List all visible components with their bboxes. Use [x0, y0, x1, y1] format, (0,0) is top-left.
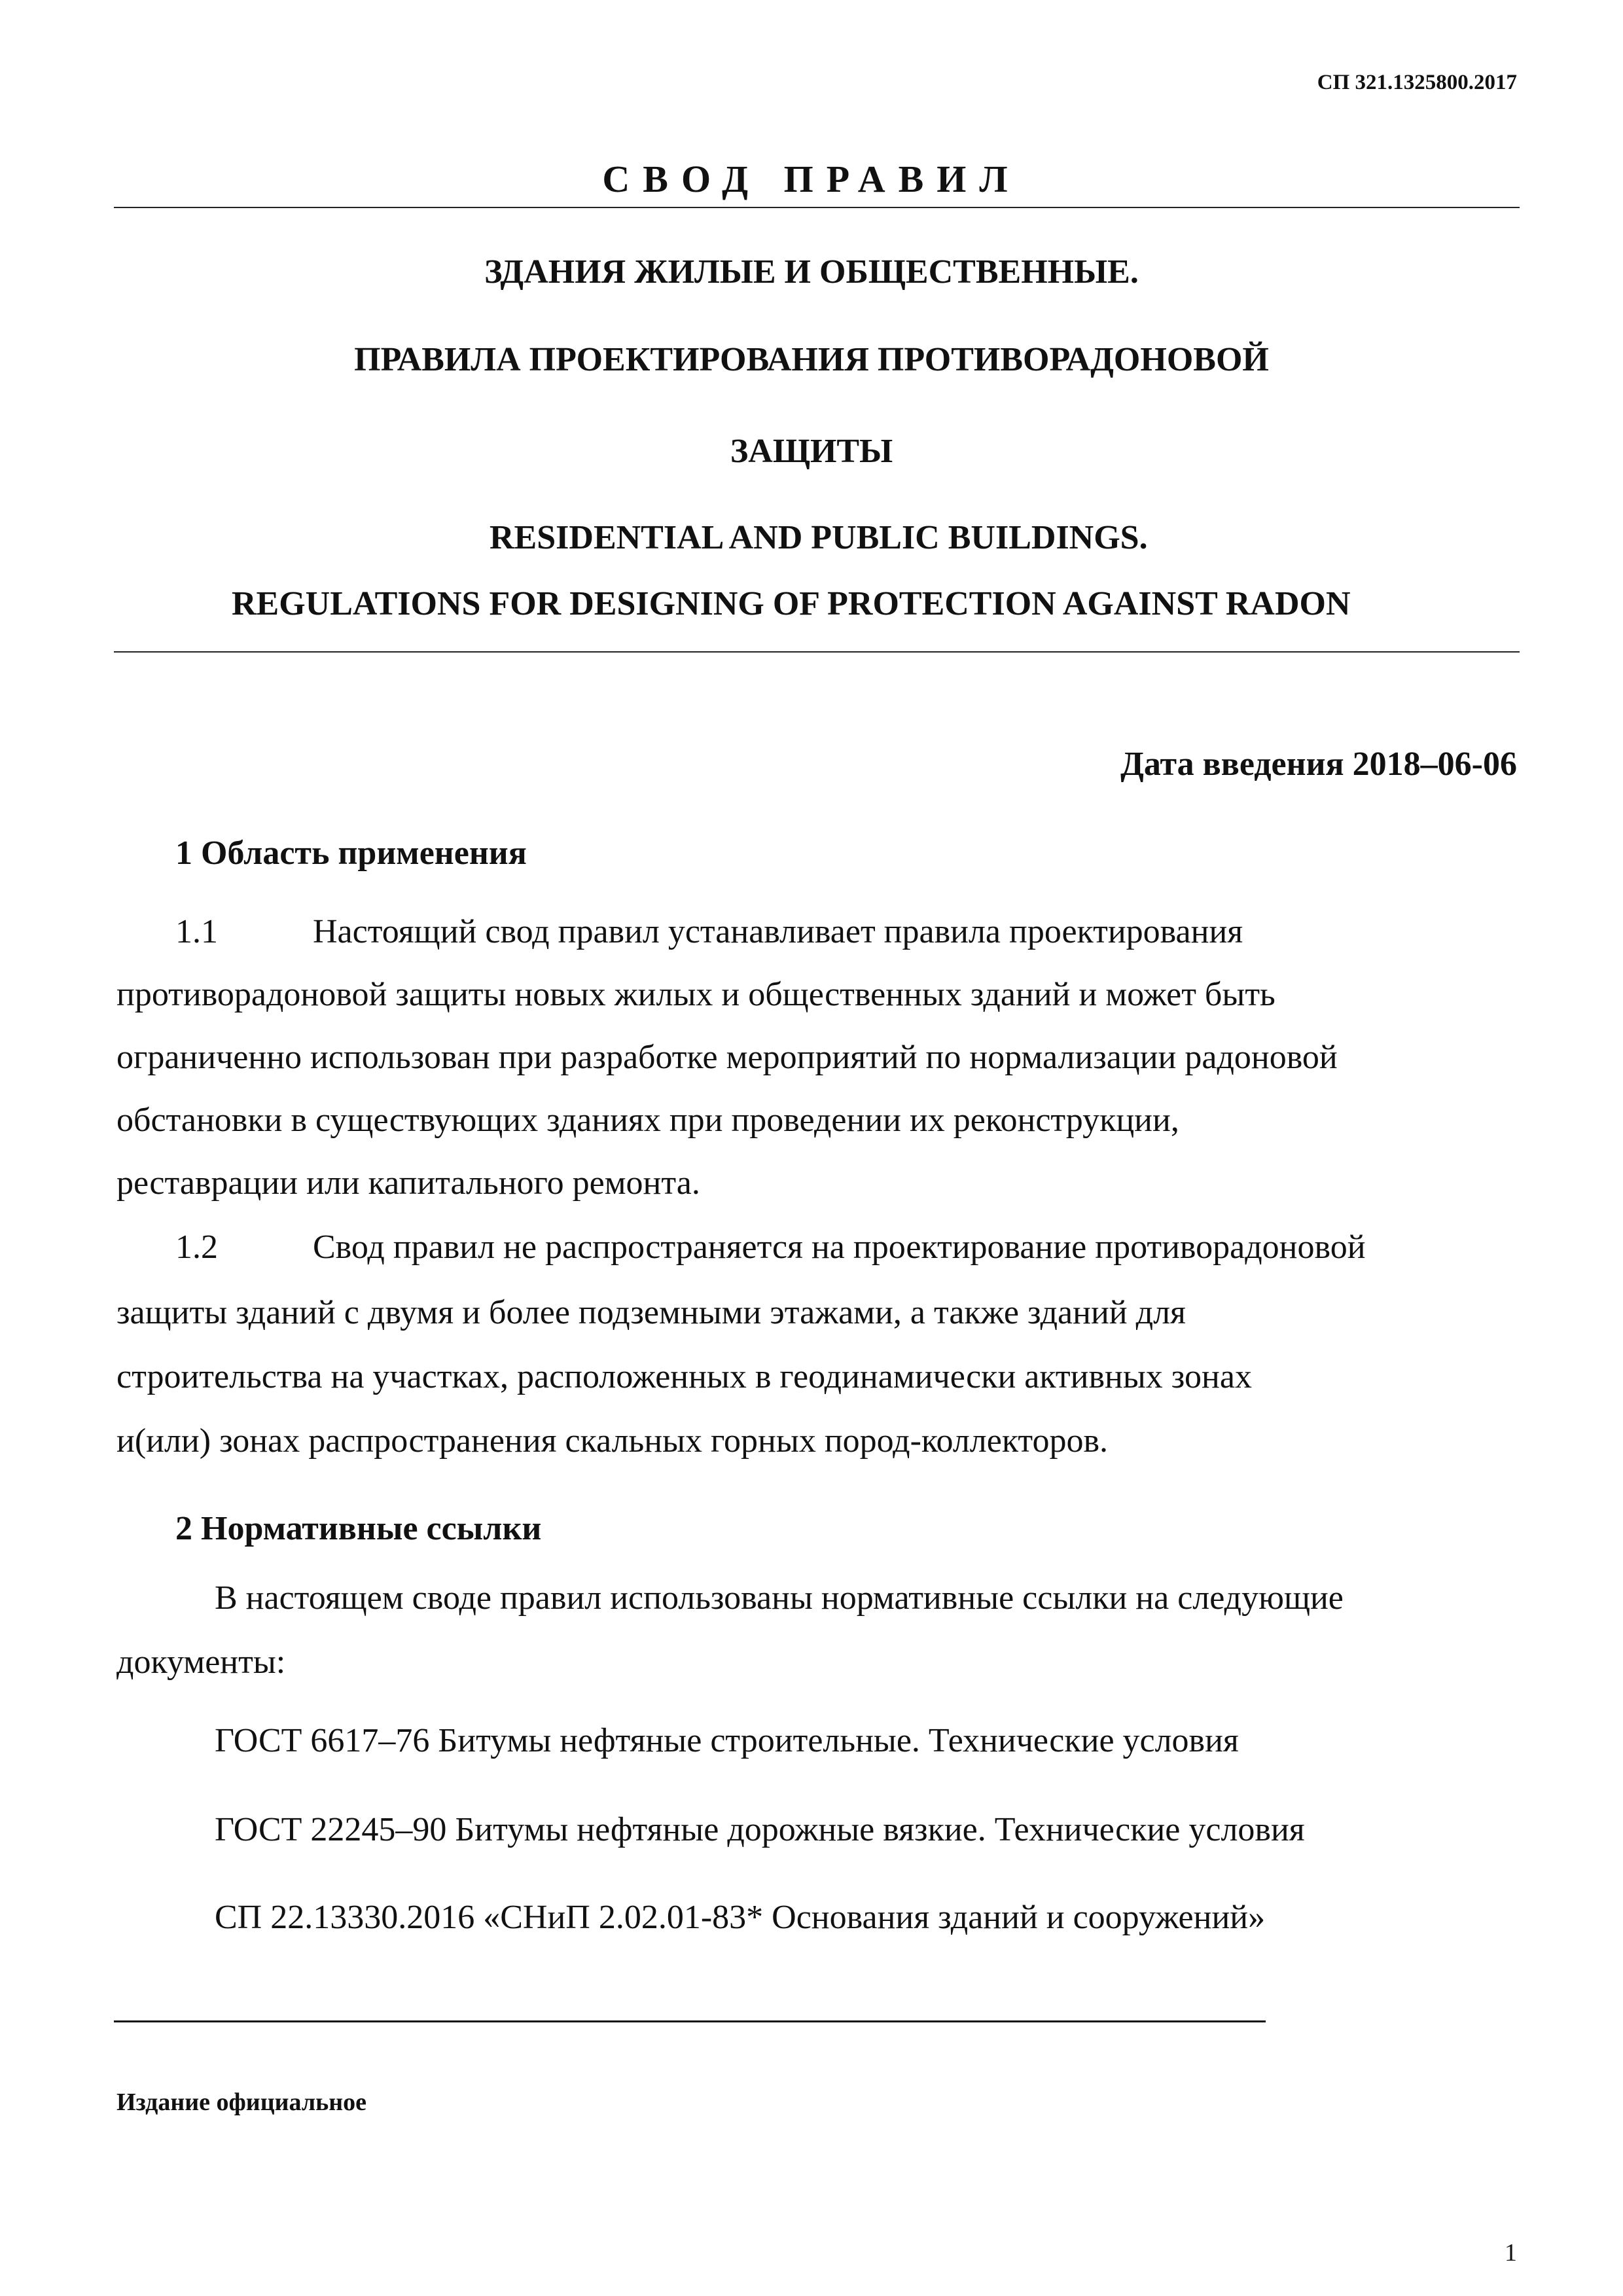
reference-item: ГОСТ 22245–90 Битумы нефтяные дорожные вязкие. Технические условия: [215, 1811, 1305, 1848]
clause-1-1-line-4: обстановки в существующих зданиях при проведении их реконструкции,: [116, 1102, 1179, 1139]
official-edition-note: Издание официальное: [116, 2089, 367, 2116]
clause-number-1-1: 1.1: [175, 913, 218, 950]
footnote-rule: [114, 2020, 1266, 2022]
section-2-intro-line-2: документы:: [116, 1643, 286, 1681]
clause-1-2-line-2: защиты зданий с двумя и более подземными этажами, а также зданий для: [116, 1294, 1186, 1331]
introduction-date: Дата введения 2018–06-06: [1120, 745, 1517, 783]
section-2-intro-line-1: В настоящем своде правил использованы нормативные ссылки на следующие: [215, 1579, 1344, 1617]
title-en-line-1: RESIDENTIAL AND PUBLIC BUILDINGS.: [490, 519, 1148, 556]
clause-1-1-line-1: Настоящий свод правил устанавливает правила проектирования: [313, 913, 1243, 950]
reference-item: СП 22.13330.2016 «СНиП 2.02.01-83* Основания зданий и сооружений»: [215, 1899, 1266, 1936]
clause-1-2-line-1: Свод правил не распространяется на проектирование противорадоновой: [313, 1229, 1366, 1266]
title-en-line-2: REGULATIONS FOR DESIGNING OF PROTECTION AGAINST RADON: [232, 585, 1351, 622]
clause-number-1-2: 1.2: [175, 1229, 218, 1266]
clause-1-1-line-3: ограниченно использован при разработке мероприятий по нормализации радоновой: [116, 1039, 1338, 1076]
title-ru-line-1: ЗДАНИЯ ЖИЛЫЕ И ОБЩЕСТВЕННЫЕ.: [484, 253, 1139, 291]
title-ru-line-2: ПРАВИЛА ПРОЕКТИРОВАНИЯ ПРОТИВОРАДОНОВОЙ: [354, 341, 1269, 378]
title-ru-line-3: ЗАЩИТЫ: [730, 433, 893, 470]
document-code: СП 321.1325800.2017: [1317, 71, 1517, 94]
page-number: 1: [1505, 2239, 1517, 2267]
collection-title: СВОД ПРАВИЛ: [602, 158, 1021, 200]
title-bottom-rule: [114, 651, 1520, 653]
section-2-heading: 2 Нормативные ссылки: [175, 1510, 542, 1547]
clause-1-1-line-2: противорадоновой защиты новых жилых и общественных зданий и может быть: [116, 976, 1275, 1013]
clause-1-2-line-3: строительства на участках, расположенных в геодинамически активных зонах: [116, 1358, 1252, 1395]
section-1-heading: 1 Область применения: [175, 834, 527, 872]
reference-item: ГОСТ 6617–76 Битумы нефтяные строительные. Технические условия: [215, 1722, 1239, 1759]
clause-1-1-line-5: реставрации или капитального ремонта.: [116, 1164, 700, 1202]
clause-1-2-line-4: и(или) зонах распространения скальных горных пород-коллекторов.: [116, 1422, 1109, 1460]
title-top-rule: [114, 207, 1520, 208]
